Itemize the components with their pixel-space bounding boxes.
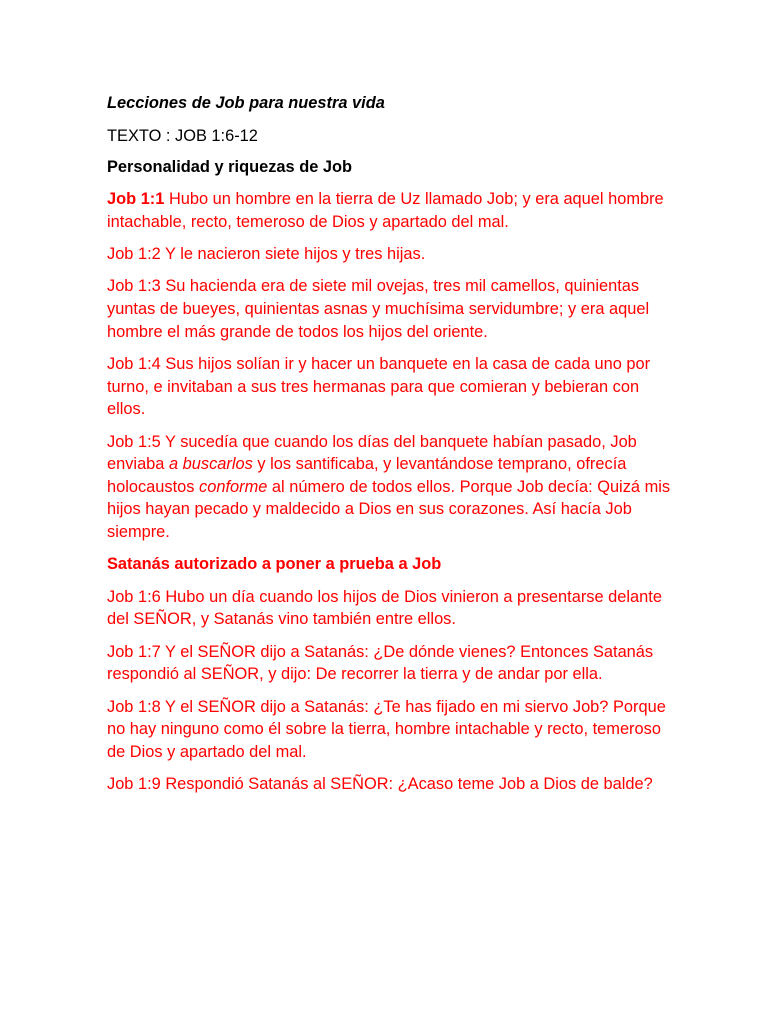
verse-text: y los santificaba, y levantándose temprano, ofrecía holocaustos xyxy=(107,455,627,496)
verse-job-1-9 xyxy=(107,773,677,796)
verse-ref: Job 1:4 xyxy=(107,355,161,374)
verse-job-1-5 xyxy=(107,431,677,544)
verse-job-1-2 xyxy=(107,243,677,266)
verse-job-1-6 xyxy=(107,586,677,631)
verse-text: Y el SEÑOR dijo a Satanás: ¿Te has fijado en mi siervo Job? Porque no hay ninguno como él sobre la tierra, hombre intachable y recto, temeroso de Dios y apartado del mal. xyxy=(107,697,666,761)
document-title: Lecciones de Job para nuestra vida xyxy=(107,94,385,112)
verse-job-1-7 xyxy=(107,641,677,686)
verse-text: Respondió Satanás al SEÑOR: ¿Acaso teme Job a Dios de balde? xyxy=(160,775,653,794)
verse-ref: Job 1:1 xyxy=(107,190,165,209)
verse-job-1-8 xyxy=(107,696,677,764)
verse-ref: Job 1:3 xyxy=(107,277,161,296)
verse-text: Y el SEÑOR dijo a Satanás: ¿De dónde vienes? Entonces Satanás respondió al SEÑOR, y dijo: De recorrer la tierra y de andar por ella. xyxy=(107,642,654,684)
verse-ref: Job 1:2 xyxy=(107,245,161,264)
verse-text: Sus hijos solían ir y hacer un banquete en la casa de cada uno por turno, e invitaban a sus tres hermanas para que comieran y bebieran con ellos. xyxy=(107,355,651,419)
verse-job-1-4 xyxy=(107,353,677,421)
verse-ref: Job 1:8 xyxy=(107,697,161,716)
verse-job-1-3 xyxy=(107,275,677,343)
verse-text: Hubo un hombre en la tierra de Uz llamado Job; y era aquel hombre intachable, recto, temeroso de Dios y apartado del mal. xyxy=(107,190,664,231)
verse-italic-text: a buscarlos xyxy=(168,455,253,474)
verse-text: Su hacienda era de siete mil ovejas, tres mil camellos, quinientas yuntas de bueyes, quinientas asnas y muchísima servidumbre; y era aquel hombre el más grande de todos los hijos del oriente. xyxy=(107,277,650,341)
scripture-reference: TEXTO : JOB 1:6-12 xyxy=(107,126,258,145)
verse-italic-text: conforme xyxy=(199,477,268,496)
section-heading-personalidad: Personalidad y riquezas de Job xyxy=(107,157,353,176)
verse-text: Y le nacieron siete hijos y tres hijas. xyxy=(160,245,426,264)
verse-text: Hubo un día cuando los hijos de Dios vinieron a presentarse delante del SEÑOR, y Satanás vino también entre ellos. xyxy=(107,587,662,629)
verse-ref: Job 1:5 xyxy=(107,432,161,451)
section-heading-satanas: Satanás autorizado a poner a prueba a Job xyxy=(107,555,442,574)
document-body xyxy=(107,92,677,806)
verse-ref: Job 1:9 xyxy=(107,775,161,794)
verse-ref: Job 1:6 xyxy=(107,587,161,606)
verse-text: al número de todos ellos. Porque Job decía: Quizá mis hijos hayan pecado y maldecido a Dios en sus corazones. Así hacía Job siempre. xyxy=(107,477,671,541)
verse-job-1-1 xyxy=(107,188,677,233)
verse-ref: Job 1:7 xyxy=(107,642,161,661)
verse-text: Y sucedía que cuando los días del banquete habían pasado, Job enviaba xyxy=(107,432,637,474)
